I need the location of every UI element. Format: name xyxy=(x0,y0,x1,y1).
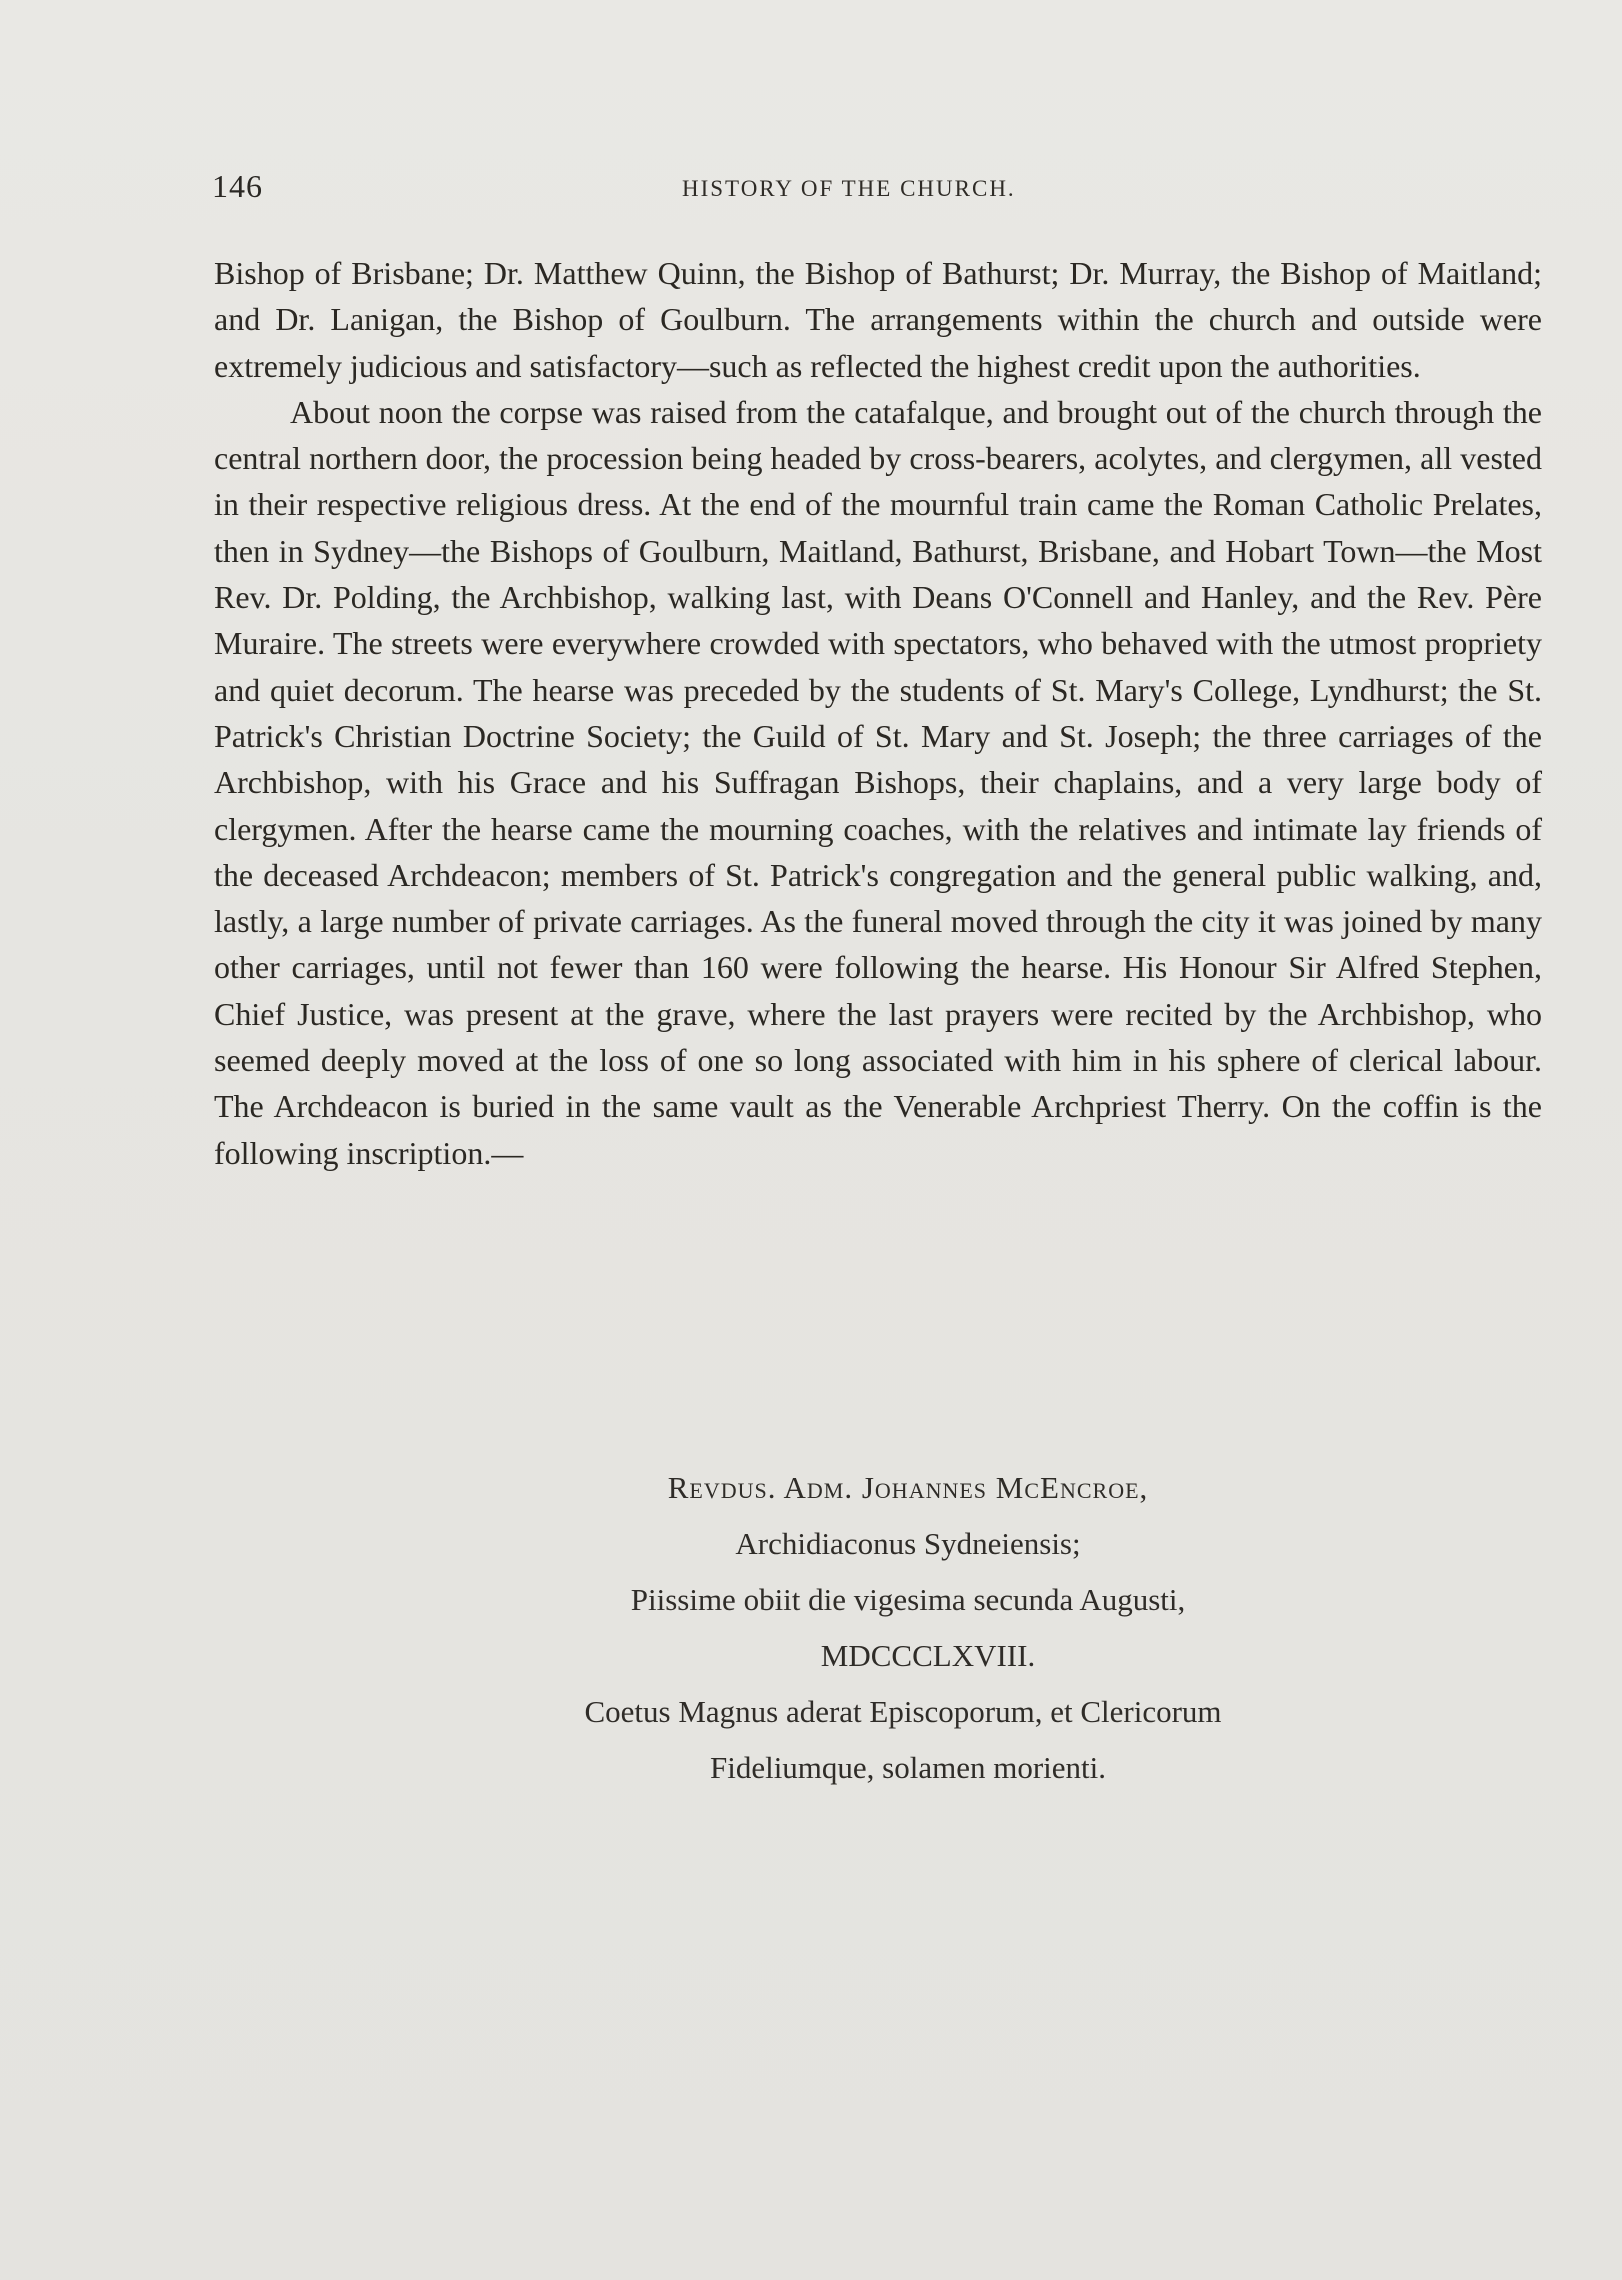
body-text xyxy=(214,250,1542,1176)
paragraph: About noon the corpse was raised from the catafalque, and brought out of the church through the central northern door, the procession being headed by cross-bearers, acolytes, and clergymen, all vested in their respective religious dress. At the end of the mournful train came the Roman Catholic Prelates, then in Sydney—the Bishops of Goulburn, Maitland, Bathurst, Brisbane, and Hobart Town—the Most Rev. Dr. Polding, the Archbishop, walking last, with Deans O'Connell and Hanley, and the Rev. Père Muraire. The streets were everywhere crowded with spectators, who behaved with the utmost propriety and quiet decorum. The hearse was preceded by the students of St. Mary's College, Lyndhurst; the St. Patrick's Christian Doctrine Society; the Guild of St. Mary and St. Joseph; the three carriages of the Archbishop, with his Grace and his Suffragan Bishops, their chaplains, and a very large body of clergymen. After the hearse came the mourning coaches, with the relatives and intimate lay friends of the deceased Archdeacon; members of St. Patrick's congregation and the general public walking, and, lastly, a large number of private carriages. As the funeral moved through the city it was joined by many other carriages, until not fewer than 160 were following the hearse. His Honour Sir Alfred Stephen, Chief Justice, was present at the grave, where the last prayers were recited by the Archbishop, who seemed deeply moved at the loss of one so long associated with him in his sphere of clerical labour. The Archdeacon is buried in the same vault as the Venerable Archpriest Therry. On the coffin is the following inscription.— xyxy=(214,393,1542,1171)
page-number: 146 xyxy=(212,168,263,204)
inscription-line: Coetus Magnus aderat Episcoporum, et Clericorum xyxy=(584,1694,1222,1729)
inscription-line: Piissime obiit die vigesima secunda Augusti, xyxy=(630,1582,1186,1617)
inscription-line: Archidiaconus Sydneiensis; xyxy=(735,1526,1081,1561)
inscription-line: MDCCCLXVIII. xyxy=(820,1638,1036,1673)
coffin-inscription xyxy=(214,1460,1542,1796)
running-head xyxy=(212,168,1542,208)
paragraph: Bishop of Brisbane; Dr. Matthew Quinn, the Bishop of Bathurst; Dr. Murray, the Bishop of Maitland; and Dr. Lanigan, the Bishop of Goulburn. The arrangements within the church and outside were extremely judicious and satisfactory—such as reflected the highest credit upon the authorities. xyxy=(214,255,1542,384)
running-title: HISTORY OF THE CHURCH. xyxy=(682,176,1016,201)
inscription-line: Revdus. Adm. Johannes McEncroe, xyxy=(667,1470,1149,1505)
inscription-line: Fideliumque, solamen morienti. xyxy=(709,1750,1107,1785)
